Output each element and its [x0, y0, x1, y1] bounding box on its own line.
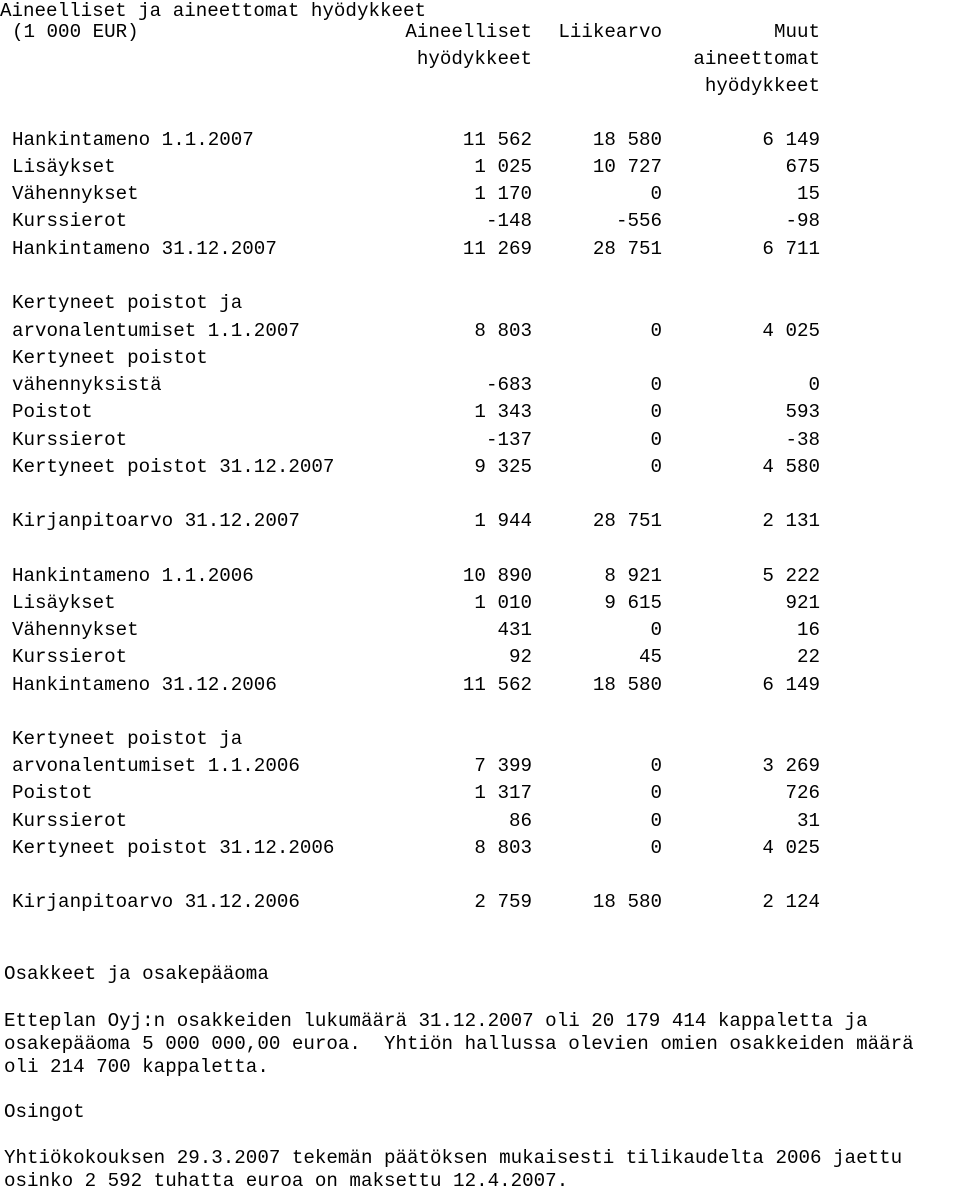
row-label: Poistot	[12, 401, 93, 423]
value-other-intangible: 6 711	[762, 238, 820, 260]
value-goodwill: 18 580	[592, 891, 662, 913]
row-label: Vähennykset	[12, 619, 139, 641]
value-goodwill: 0	[650, 401, 662, 423]
table-row	[0, 780, 960, 807]
value-other-intangible: 4 580	[762, 456, 820, 478]
table-row	[0, 154, 960, 181]
value-goodwill: 0	[650, 456, 662, 478]
value-tangible: 7 399	[474, 755, 532, 777]
row-label: Kertyneet poistot 31.12.2006	[12, 837, 335, 859]
table-title: Aineelliset ja aineettomat hyödykkeet	[0, 0, 427, 22]
table-row	[0, 399, 960, 426]
col-header-goodwill: Liikearvo	[558, 21, 662, 43]
unit-label: (1 000 EUR)	[12, 21, 139, 43]
value-tangible: 11 562	[462, 129, 532, 151]
row-label: Kertyneet poistot ja	[12, 292, 243, 314]
table-row	[0, 127, 960, 154]
value-other-intangible: 921	[785, 592, 820, 614]
col-header-other-1: Muut	[773, 21, 820, 43]
value-goodwill: 28 751	[592, 510, 662, 532]
value-goodwill: 0	[650, 619, 662, 641]
row-label: Hankintameno 1.1.2006	[12, 565, 254, 587]
row-label: Kurssierot	[12, 210, 128, 232]
value-other-intangible: 31	[796, 810, 820, 832]
value-tangible: 1 025	[474, 156, 532, 178]
value-goodwill: 0	[650, 837, 662, 859]
value-other-intangible: 6 149	[762, 129, 820, 151]
value-goodwill: 45	[638, 646, 662, 668]
row-label: Kertyneet poistot 31.12.2007	[12, 456, 335, 478]
row-label: Hankintameno 1.1.2007	[12, 129, 254, 151]
value-other-intangible: 16	[796, 619, 820, 641]
shares-heading: Osakkeet ja osakepääoma	[4, 963, 269, 985]
dividends-heading: Osingot	[4, 1101, 85, 1123]
value-tangible: 1 317	[474, 782, 532, 804]
value-other-intangible: 4 025	[762, 837, 820, 859]
value-other-intangible: 726	[785, 782, 820, 804]
table-row	[0, 236, 960, 263]
value-goodwill: 9 615	[604, 592, 662, 614]
value-other-intangible: 22	[796, 646, 820, 668]
value-goodwill: 28 751	[592, 238, 662, 260]
value-other-intangible: 2 124	[762, 891, 820, 913]
value-tangible: 92	[508, 646, 532, 668]
table-row	[0, 345, 960, 372]
value-tangible: -137	[485, 429, 532, 451]
value-tangible: 86	[508, 810, 532, 832]
table-row	[0, 427, 960, 454]
value-other-intangible: 593	[785, 401, 820, 423]
table-row	[0, 808, 960, 835]
value-goodwill: 0	[650, 810, 662, 832]
row-label: Kertyneet poistot	[12, 347, 208, 369]
row-label: Kurssierot	[12, 429, 128, 451]
value-other-intangible: 0	[808, 374, 820, 396]
table-row	[0, 318, 960, 345]
table-row	[0, 617, 960, 644]
value-goodwill: 0	[650, 183, 662, 205]
dividends-paragraph-line-1: Yhtiökokouksen 29.3.2007 tekemän päätöksen mukaisesti tilikaudelta 2006 jaettu	[4, 1147, 903, 1169]
table-row	[0, 672, 960, 699]
value-tangible: 431	[497, 619, 532, 641]
table-row	[0, 454, 960, 481]
value-tangible: -683	[485, 374, 532, 396]
value-other-intangible: -98	[785, 210, 820, 232]
table-row	[0, 290, 960, 317]
row-label: Hankintameno 31.12.2006	[12, 674, 277, 696]
row-label: Kurssierot	[12, 810, 128, 832]
col-header-tangible-1: Aineelliset	[405, 21, 532, 43]
row-label: arvonalentumiset 1.1.2007	[12, 320, 300, 342]
value-tangible: 11 269	[462, 238, 532, 260]
row-label: Kurssierot	[12, 646, 128, 668]
shares-paragraph-line-3: oli 214 700 kappaletta.	[4, 1056, 269, 1078]
table-row	[0, 508, 960, 535]
shares-paragraph-line-1: Etteplan Oyj:n osakkeiden lukumäärä 31.12.2007 oli 20 179 414 kappaletta ja	[4, 1010, 868, 1032]
value-goodwill: 10 727	[592, 156, 662, 178]
value-tangible: 1 010	[474, 592, 532, 614]
value-goodwill: 0	[650, 429, 662, 451]
value-goodwill: 8 921	[604, 565, 662, 587]
row-label: Kirjanpitoarvo 31.12.2007	[12, 510, 300, 532]
row-label: arvonalentumiset 1.1.2006	[12, 755, 300, 777]
value-goodwill: 0	[650, 374, 662, 396]
value-other-intangible: 5 222	[762, 565, 820, 587]
value-other-intangible: 3 269	[762, 755, 820, 777]
value-tangible: 11 562	[462, 674, 532, 696]
table-row	[0, 590, 960, 617]
table-row	[0, 644, 960, 671]
row-label: Poistot	[12, 782, 93, 804]
value-tangible: -148	[485, 210, 532, 232]
row-label: Vähennykset	[12, 183, 139, 205]
value-other-intangible: 15	[796, 183, 820, 205]
value-other-intangible: 6 149	[762, 674, 820, 696]
row-label: Hankintameno 31.12.2007	[12, 238, 277, 260]
row-label: vähennyksistä	[12, 374, 162, 396]
table-row	[0, 563, 960, 590]
value-other-intangible: 4 025	[762, 320, 820, 342]
value-goodwill: 0	[650, 755, 662, 777]
value-tangible: 1 944	[474, 510, 532, 532]
row-label: Kertyneet poistot ja	[12, 728, 243, 750]
col-header-other-3: hyödykkeet	[704, 75, 820, 97]
table-row	[0, 208, 960, 235]
table-row	[0, 889, 960, 916]
table-row	[0, 372, 960, 399]
col-header-tangible-2: hyödykkeet	[416, 48, 532, 70]
value-tangible: 10 890	[462, 565, 532, 587]
col-header-other-2: aineettomat	[693, 48, 820, 70]
table-row	[0, 726, 960, 753]
table-row	[0, 181, 960, 208]
value-tangible: 8 803	[474, 837, 532, 859]
value-tangible: 8 803	[474, 320, 532, 342]
value-goodwill: -556	[615, 210, 662, 232]
dividends-paragraph-line-2: osinko 2 592 tuhatta euroa on maksettu 12.4.2007.	[4, 1170, 569, 1192]
row-label: Lisäykset	[12, 592, 116, 614]
table-row	[0, 835, 960, 862]
value-goodwill: 18 580	[592, 674, 662, 696]
value-other-intangible: -38	[785, 429, 820, 451]
value-tangible: 9 325	[474, 456, 532, 478]
value-tangible: 1 343	[474, 401, 532, 423]
shares-paragraph-line-2: osakepääoma 5 000 000,00 euroa. Yhtiön hallussa olevien omien osakkeiden määrä	[4, 1033, 914, 1055]
row-label: Lisäykset	[12, 156, 116, 178]
row-label: Kirjanpitoarvo 31.12.2006	[12, 891, 300, 913]
value-goodwill: 0	[650, 782, 662, 804]
value-other-intangible: 2 131	[762, 510, 820, 532]
value-goodwill: 0	[650, 320, 662, 342]
table-row	[0, 753, 960, 780]
value-goodwill: 18 580	[592, 129, 662, 151]
value-tangible: 1 170	[474, 183, 532, 205]
value-other-intangible: 675	[785, 156, 820, 178]
value-tangible: 2 759	[474, 891, 532, 913]
